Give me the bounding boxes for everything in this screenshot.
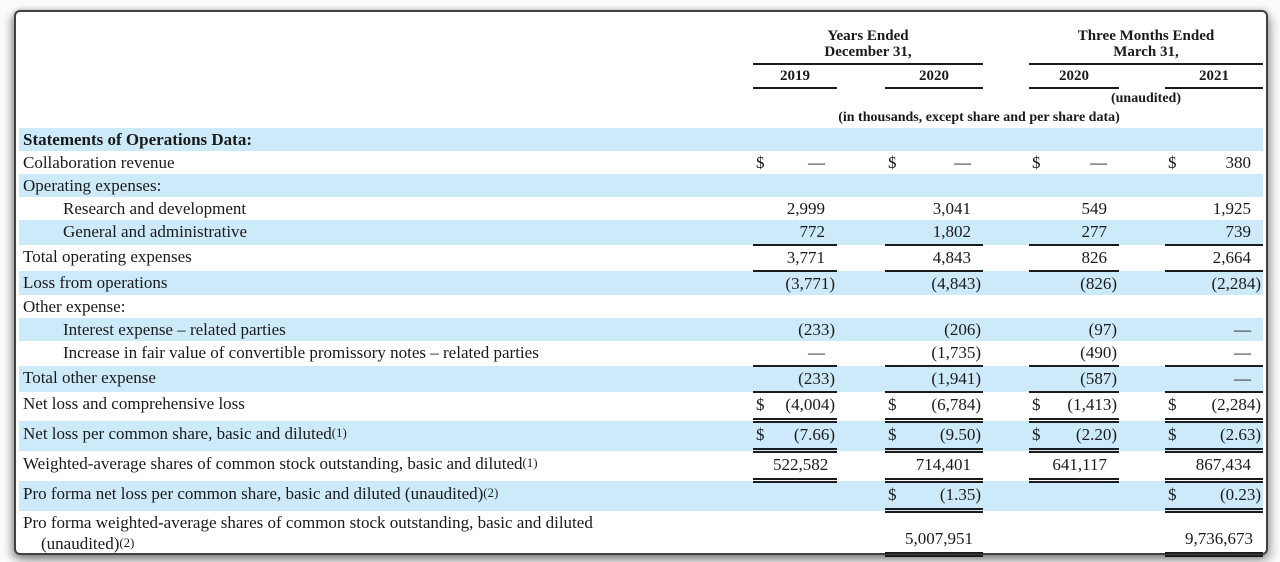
dollar-cell <box>1165 271 1185 295</box>
dollar-cell <box>1029 295 1049 318</box>
dollar-cell <box>885 128 905 151</box>
value-cell <box>773 295 837 318</box>
dollar-cell <box>1165 366 1185 392</box>
dollar-cell <box>1029 318 1049 341</box>
dollar-cell <box>753 318 773 341</box>
table-row-fair-value-convertible-notes <box>19 341 1263 366</box>
value-cell: 2,999 <box>786 199 825 218</box>
column-gap <box>837 174 885 197</box>
table-row-net-loss-and-comprehensive-loss <box>19 392 1263 421</box>
header-years-ended <box>753 28 983 64</box>
value-cell: — <box>808 153 825 172</box>
column-gap <box>837 481 885 511</box>
column-gap <box>1119 64 1165 88</box>
value-cell <box>1185 271 1263 295</box>
dollar-cell <box>885 451 905 481</box>
header-units-row <box>19 108 1263 128</box>
value-cell <box>905 392 983 421</box>
dollar-cell: $ <box>1032 153 1041 172</box>
column-gap <box>983 341 1029 366</box>
dollar-cell <box>1165 197 1185 220</box>
value-cell: — <box>1185 341 1263 366</box>
column-gap <box>837 128 885 151</box>
value-cell <box>1049 392 1119 421</box>
dollar-cell: $ <box>753 392 773 421</box>
dollar-cell <box>753 197 773 220</box>
table-row-total-other-expense <box>19 366 1263 392</box>
value-text: (2,284) <box>1211 395 1262 414</box>
dollar-cell <box>1029 511 1049 555</box>
row-label: General and administrative <box>63 222 248 241</box>
dollar-cell <box>753 271 773 295</box>
dollar-cell: $ <box>1029 392 1049 421</box>
row-label: Net loss per common share, basic and diluted(1) <box>23 423 347 443</box>
row-label: Pro forma net loss per common share, basic and diluted (unaudited)(2) <box>23 483 499 503</box>
value-cell: 1,802 <box>905 220 983 245</box>
column-gap <box>983 64 1029 88</box>
table-row-net-loss-per-common-share <box>19 421 1263 451</box>
footnote-marker: (1) <box>522 455 538 470</box>
dollar-cell <box>753 511 773 555</box>
row-label: Total other expense <box>23 368 156 387</box>
table-row-pro-forma-weighted-average-shares <box>19 511 1263 555</box>
dollar-cell <box>753 366 773 392</box>
column-gap <box>983 481 1029 511</box>
dollar-cell <box>1165 451 1185 481</box>
value-cell <box>773 392 837 421</box>
row-label-line2: (unaudited)(2) <box>41 533 135 553</box>
table-row-operating-expenses-header <box>19 174 1263 197</box>
row-label: Net loss and comprehensive loss <box>23 394 245 413</box>
dollar-cell <box>1165 128 1185 151</box>
value-text: (1.35) <box>939 485 981 504</box>
header-spacer <box>19 28 753 64</box>
value-text: (1,413) <box>1067 395 1117 414</box>
dollar-cell <box>1029 481 1049 511</box>
dollar-cell <box>753 174 773 197</box>
value-cell <box>905 366 983 392</box>
dollar-cell <box>1029 245 1049 271</box>
column-gap <box>837 318 885 341</box>
value-text: (490) <box>1080 343 1117 362</box>
column-gap <box>983 128 1029 151</box>
header-spacer <box>19 108 753 128</box>
column-gap <box>837 341 885 366</box>
value-cell <box>905 341 983 366</box>
value-text: (1,941) <box>931 369 981 388</box>
footnote-marker: (2) <box>119 535 135 550</box>
statements-of-operations-table <box>19 28 1263 557</box>
value-cell <box>1185 481 1263 511</box>
column-gap <box>837 220 885 245</box>
column-gap <box>1119 366 1165 392</box>
dollar-cell <box>885 295 905 318</box>
column-gap <box>1119 128 1165 151</box>
value-cell <box>773 511 837 555</box>
value-cell <box>1185 392 1263 421</box>
dollar-cell <box>885 366 905 392</box>
value-cell <box>1049 481 1119 511</box>
dollar-cell <box>753 245 773 271</box>
value-cell <box>1049 128 1119 151</box>
dollar-cell <box>1165 295 1185 318</box>
dollar-cell: $ <box>885 392 905 421</box>
value-cell <box>1185 174 1263 197</box>
column-gap <box>1119 151 1165 174</box>
dollar-cell <box>885 174 905 197</box>
column-gap <box>837 271 885 295</box>
column-gap <box>983 295 1029 318</box>
column-gap <box>1119 271 1165 295</box>
value-cell: 3,041 <box>932 199 971 218</box>
value-cell: 641,117 <box>1049 451 1119 481</box>
dollar-cell <box>885 271 905 295</box>
table-row-research-and-development <box>19 197 1263 220</box>
dollar-cell <box>1165 511 1185 555</box>
dollar-cell <box>1165 220 1185 245</box>
value-cell: 772 <box>773 220 837 245</box>
row-label: Loss from operations <box>23 273 168 292</box>
dollar-cell <box>753 481 773 511</box>
table-row-interest-expense-related-parties <box>19 318 1263 341</box>
header-spacer <box>753 88 983 108</box>
quarter-column-2021: 2021 <box>1165 64 1263 88</box>
dollar-cell <box>1165 341 1185 366</box>
value-cell: 714,401 <box>905 451 983 481</box>
row-label: Research and development <box>63 199 247 218</box>
value-text: (1,735) <box>931 343 981 362</box>
column-gap <box>1119 341 1165 366</box>
value-cell: — <box>954 153 971 172</box>
header-three-months-ended <box>1029 28 1263 64</box>
column-gap <box>837 295 885 318</box>
dollar-cell: $ <box>1168 153 1177 172</box>
column-gap <box>983 88 1029 108</box>
column-gap <box>983 511 1029 555</box>
value-text: (4,843) <box>931 274 981 293</box>
dollar-cell <box>885 318 905 341</box>
value-text: (4,004) <box>785 395 835 414</box>
value-text: (826) <box>1080 274 1117 293</box>
column-gap <box>1119 220 1165 245</box>
units-note: (in thousands, except share and per share data) <box>838 110 1120 125</box>
header-years-ended-line1: Years Ended <box>827 28 909 44</box>
value-text: (2.63) <box>1219 425 1262 444</box>
value-cell: 4,843 <box>905 245 983 271</box>
value-cell <box>773 366 837 392</box>
column-gap <box>837 245 885 271</box>
dollar-cell <box>753 451 773 481</box>
dollar-cell <box>753 341 773 366</box>
value-cell <box>1049 421 1119 451</box>
value-cell: 2,664 <box>1185 245 1263 271</box>
dollar-cell <box>1029 271 1049 295</box>
column-gap <box>983 245 1029 271</box>
table-row-statements-of-operations-header <box>19 128 1263 151</box>
column-gap <box>983 392 1029 421</box>
value-text: (2.20) <box>1075 425 1117 444</box>
value-cell: 3,771 <box>773 245 837 271</box>
column-gap <box>983 197 1029 220</box>
column-gap <box>837 421 885 451</box>
value-cell <box>905 295 983 318</box>
value-text: (2,284) <box>1211 274 1262 293</box>
dollar-cell <box>1029 366 1049 392</box>
value-text: (7.66) <box>793 425 835 444</box>
column-gap <box>983 151 1029 174</box>
dollar-cell <box>885 220 905 245</box>
dollar-cell: $ <box>1165 421 1185 451</box>
column-gap <box>1119 392 1165 421</box>
table-row-loss-from-operations <box>19 271 1263 295</box>
value-text: (3,771) <box>785 274 835 293</box>
table-body <box>19 128 1263 555</box>
row-label: Weighted-average shares of common stock outstanding, basic and diluted(1) <box>23 453 538 473</box>
column-gap <box>1119 245 1165 271</box>
value-cell <box>1049 174 1119 197</box>
value-cell: — <box>1185 366 1263 392</box>
row-label: Other expense: <box>23 297 126 316</box>
value-cell: 1,925 <box>1212 199 1252 218</box>
value-cell: 9,736,673 <box>1185 511 1263 555</box>
value-cell: — <box>773 341 837 366</box>
dollar-cell <box>753 128 773 151</box>
column-gap <box>1119 295 1165 318</box>
row-label: Collaboration revenue <box>23 153 175 172</box>
unaudited-note: (unaudited) <box>1110 91 1182 106</box>
dollar-cell: $ <box>1165 481 1185 511</box>
column-gap <box>1119 318 1165 341</box>
header-years-ended-line2: December 31, <box>824 44 912 60</box>
dollar-cell <box>1029 197 1049 220</box>
dollar-cell: $ <box>885 481 905 511</box>
dollar-cell <box>753 295 773 318</box>
column-gap <box>837 197 885 220</box>
value-cell <box>905 421 983 451</box>
table-row-collaboration-revenue <box>19 151 1263 174</box>
column-gap <box>983 28 1029 64</box>
value-cell <box>1049 366 1119 392</box>
header-three-months-line2: March 31, <box>1113 44 1179 60</box>
value-cell <box>1049 318 1119 341</box>
dollar-cell: $ <box>888 153 897 172</box>
dollar-cell: $ <box>1029 421 1049 451</box>
value-cell: — <box>1090 153 1107 172</box>
table-row-total-operating-expenses <box>19 245 1263 271</box>
row-label: Operating expenses: <box>23 176 162 195</box>
value-cell <box>773 271 837 295</box>
dollar-cell <box>885 511 905 555</box>
value-cell <box>905 481 983 511</box>
header-group-row <box>19 28 1263 64</box>
dollar-cell <box>753 220 773 245</box>
dollar-cell: $ <box>756 153 765 172</box>
value-cell <box>773 481 837 511</box>
dollar-cell <box>1029 128 1049 151</box>
value-cell: 826 <box>1049 245 1119 271</box>
dollar-cell <box>1165 174 1185 197</box>
value-cell <box>905 271 983 295</box>
column-gap <box>983 220 1029 245</box>
dollar-cell <box>1029 341 1049 366</box>
column-gap <box>1119 451 1165 481</box>
column-gap <box>837 151 885 174</box>
row-label: Total operating expenses <box>23 247 192 266</box>
value-cell: 739 <box>1185 220 1263 245</box>
column-gap <box>983 271 1029 295</box>
value-text: (206) <box>944 320 981 339</box>
value-cell: 867,434 <box>1185 451 1263 481</box>
value-text: (6,784) <box>931 395 981 414</box>
header-three-months-line1: Three Months Ended <box>1077 28 1215 44</box>
value-cell <box>773 174 837 197</box>
column-gap <box>983 318 1029 341</box>
dollar-cell <box>1029 174 1049 197</box>
dollar-cell: $ <box>1165 392 1185 421</box>
table-row-general-and-administrative <box>19 220 1263 245</box>
value-cell <box>1185 421 1263 451</box>
value-cell <box>1049 295 1119 318</box>
year-column-2020: 2020 <box>885 64 983 88</box>
value-cell <box>1049 271 1119 295</box>
value-cell: 549 <box>1081 199 1107 218</box>
document-page <box>14 10 1268 555</box>
column-gap <box>983 174 1029 197</box>
value-cell: 277 <box>1049 220 1119 245</box>
row-label: Pro forma weighted-average shares of common stock outstanding, basic and diluted (unaudited)(2) <box>19 511 753 555</box>
value-cell <box>773 318 837 341</box>
column-gap <box>983 421 1029 451</box>
value-cell <box>773 128 837 151</box>
value-cell: — <box>1234 320 1252 339</box>
header-year-row <box>19 64 1263 88</box>
row-label: Interest expense – related parties <box>63 320 286 339</box>
column-gap <box>1119 421 1165 451</box>
column-gap <box>983 451 1029 481</box>
quarter-column-2020: 2020 <box>1029 64 1119 88</box>
value-cell <box>1049 341 1119 366</box>
value-cell <box>1185 295 1263 318</box>
value-text: (9.50) <box>939 425 981 444</box>
value-cell <box>905 318 983 341</box>
column-gap <box>1119 174 1165 197</box>
dollar-cell: $ <box>753 421 773 451</box>
value-cell <box>905 128 983 151</box>
header-spacer <box>19 64 753 88</box>
header-spacer <box>19 88 753 108</box>
header-unaudited-row <box>19 88 1263 108</box>
dollar-cell <box>885 197 905 220</box>
table-row-weighted-average-shares <box>19 451 1263 481</box>
value-cell: 380 <box>1225 153 1252 172</box>
row-label: Increase in fair value of convertible promissory notes – related parties <box>63 343 539 362</box>
dollar-cell <box>885 245 905 271</box>
column-gap <box>837 511 885 555</box>
footnote-marker: (1) <box>331 425 347 440</box>
row-label: Statements of Operations Data: <box>23 130 252 149</box>
value-cell: 522,582 <box>773 451 837 481</box>
value-text: (587) <box>1080 369 1117 388</box>
value-cell <box>1185 128 1263 151</box>
column-gap <box>837 366 885 392</box>
year-column-2019: 2019 <box>753 64 837 88</box>
column-gap <box>1119 511 1165 555</box>
dollar-cell <box>1165 245 1185 271</box>
value-cell <box>773 421 837 451</box>
table-header <box>19 28 1263 128</box>
column-gap <box>1119 197 1165 220</box>
column-gap <box>837 451 885 481</box>
value-cell <box>1049 511 1119 555</box>
column-gap <box>983 366 1029 392</box>
dollar-cell <box>1029 220 1049 245</box>
column-gap <box>837 64 885 88</box>
value-text: (233) <box>798 320 835 339</box>
value-text: (97) <box>1088 320 1117 339</box>
dollar-cell <box>885 341 905 366</box>
value-cell <box>905 174 983 197</box>
column-gap <box>1119 481 1165 511</box>
value-text: (0.23) <box>1219 485 1262 504</box>
footnote-marker: (2) <box>483 485 499 500</box>
value-cell: 5,007,951 <box>905 511 983 555</box>
dollar-cell <box>1165 318 1185 341</box>
table-row-pro-forma-net-loss-per-share <box>19 481 1263 511</box>
column-gap <box>837 392 885 421</box>
dollar-cell: $ <box>885 421 905 451</box>
table-row-other-expense-header <box>19 295 1263 318</box>
dollar-cell <box>1029 451 1049 481</box>
value-text: (233) <box>798 369 835 388</box>
